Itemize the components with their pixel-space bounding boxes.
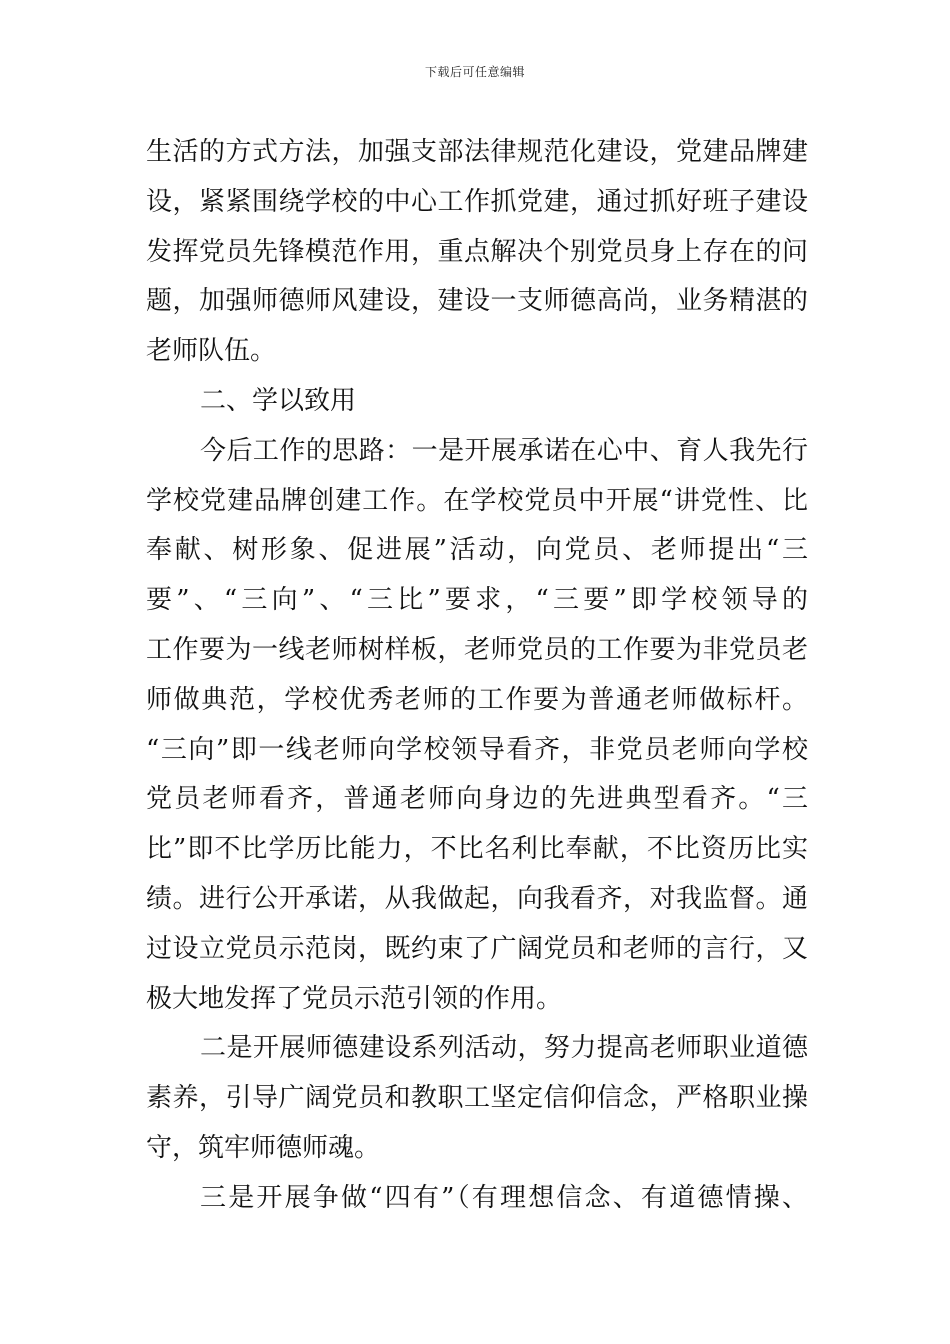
- text-line: 过设立党员示范岗，既约束了广阔党员和老师的言行，又: [146, 933, 808, 964]
- text-line: 师做典范，学校优秀老师的工作要为普通老师做标杆。: [146, 684, 808, 715]
- text-line: 守，筑牢师德师魂。: [146, 1132, 381, 1163]
- text-line: “三向”即一线老师向学校领导看齐，非党员老师向学校: [146, 734, 808, 765]
- text-line: 比”即不比学历比能力，不比名利比奉献，不比资历比实: [146, 834, 808, 865]
- text-line: 要”、“三向”、“三比”要求，“三要”即学校领导的: [146, 585, 808, 616]
- text-line: 三是开展争做“四有”（有理想信念、有道德情操、: [200, 1182, 808, 1213]
- text-line: 素养，引导广阔党员和教职工坚定信仰信念，严格职业操: [146, 1083, 808, 1114]
- document-body: [146, 128, 808, 1224]
- text-line: 工作要为一线老师树样板，老师党员的工作要为非党员老: [146, 634, 808, 665]
- text-line: 设，紧紧围绕学校的中心工作抓党建，通过抓好班子建设: [146, 186, 808, 217]
- text-line: 发挥党员先锋模范作用，重点解决个别党员身上存在的问: [146, 236, 808, 267]
- page-header: 下载后可任意编辑: [424, 65, 525, 79]
- text-line: 奉献、树形象、促进展”活动，向党员、老师提出“三: [146, 535, 808, 566]
- section-heading: 二、学以致用: [200, 385, 357, 416]
- text-line: 今后工作的思路：一是开展承诺在心中、育人我先行: [200, 435, 808, 466]
- text-line: 党员老师看齐，普通老师向身边的先进典型看齐。“三: [146, 784, 808, 815]
- text-line: 极大地发挥了党员示范引领的作用。: [146, 983, 563, 1014]
- text-line: 二是开展师德建设系列活动，努力提高老师职业道德: [200, 1033, 808, 1064]
- text-line: 题，加强师德师风建设，建设一支师德高尚，业务精湛的: [146, 286, 808, 317]
- text-line: 学校党建品牌创建工作。在学校党员中开展“讲党性、比: [146, 485, 808, 516]
- text-line: 绩。进行公开承诺，从我做起，向我看齐，对我监督。通: [146, 883, 808, 914]
- text-line: 老师队伍。: [146, 336, 277, 367]
- text-line: 生活的方式方法，加强支部法律规范化建设，党建品牌建: [146, 137, 808, 167]
